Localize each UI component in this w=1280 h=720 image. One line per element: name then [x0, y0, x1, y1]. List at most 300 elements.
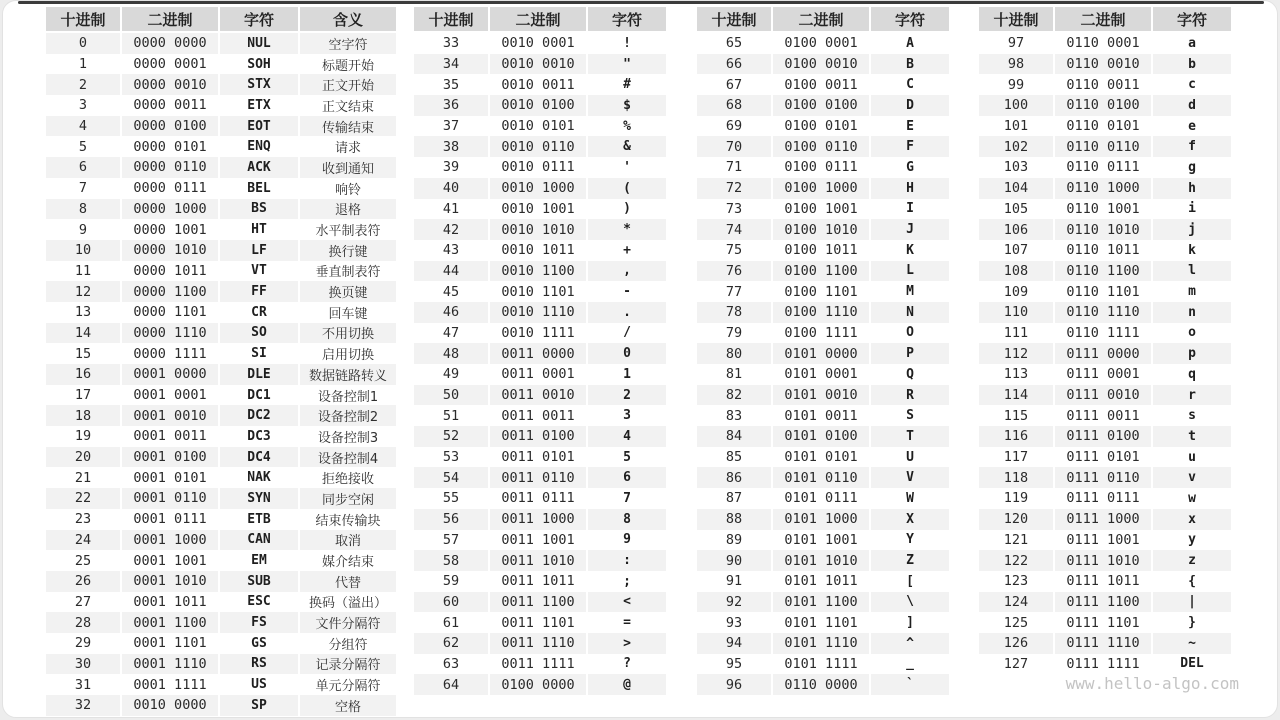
cell-binary: 0110 1111 [1053, 323, 1151, 344]
cell-char: EOT [218, 116, 298, 137]
column-header-char: 字符 [586, 7, 666, 31]
cell-binary: 0101 0000 [771, 343, 869, 364]
cell-binary: 0010 0110 [488, 136, 586, 157]
table-row [979, 509, 1231, 530]
cell-binary: 0111 1001 [1053, 530, 1151, 551]
table-row [697, 488, 949, 509]
table-row [46, 592, 396, 613]
cell-binary: 0101 1011 [771, 571, 869, 592]
cell-decimal: 119 [1003, 490, 1029, 507]
cell-char: DEL [1151, 654, 1231, 675]
cell-char: 5 [586, 447, 666, 468]
cell-char: GS [218, 633, 298, 654]
cell-decimal: 31 [74, 676, 92, 693]
table-row [46, 426, 396, 447]
cell-binary: 0001 0101 [120, 467, 218, 488]
cell-binary: 0011 0101 [488, 447, 586, 468]
table-row [414, 509, 666, 530]
cell-char: ETB [218, 509, 298, 530]
cell-binary: 0010 1000 [488, 178, 586, 199]
cell-binary: 0110 0111 [1053, 157, 1151, 178]
table-row [414, 323, 666, 344]
cell-char: C [869, 74, 949, 95]
cell-decimal: 16 [74, 366, 92, 383]
cell-binary: 0011 0011 [488, 405, 586, 426]
column-header-decimal: 十进制 [979, 7, 1053, 31]
cell-binary: 0101 1110 [771, 633, 869, 654]
cell-binary: 0011 1000 [488, 509, 586, 530]
cell-char: y [1151, 530, 1231, 551]
cell-decimal: 22 [74, 490, 92, 507]
table-row [979, 136, 1231, 157]
cell-decimal: 123 [1003, 573, 1029, 590]
cell-decimal: 27 [74, 593, 92, 610]
cell-meaning: 拒绝接收 [298, 467, 396, 488]
cell-decimal: 41 [442, 200, 460, 217]
cell-binary: 0011 1100 [488, 592, 586, 613]
cell-char: > [586, 633, 666, 654]
cell-decimal: 81 [725, 366, 743, 383]
cell-char: o [1151, 323, 1231, 344]
cell-decimal: 47 [442, 324, 460, 341]
figure-card [2, 0, 1278, 718]
cell-char: { [1151, 571, 1231, 592]
cell-char: I [869, 199, 949, 220]
cell-decimal: 94 [725, 635, 743, 652]
cell-binary: 0100 0000 [488, 674, 586, 695]
cell-char: A [869, 33, 949, 54]
cell-decimal: 91 [725, 573, 743, 590]
cell-meaning: 文件分隔符 [298, 612, 396, 633]
cell-meaning: 换码（溢出） [298, 592, 396, 613]
table-row [979, 405, 1231, 426]
cell-decimal: 11 [74, 262, 92, 279]
cell-char: - [586, 281, 666, 302]
table-row [697, 550, 949, 571]
cell-decimal: 20 [74, 449, 92, 466]
table-row [414, 178, 666, 199]
table-row [979, 219, 1231, 240]
table-row [979, 33, 1231, 54]
cell-char: k [1151, 240, 1231, 261]
cell-char: j [1151, 219, 1231, 240]
cell-char: u [1151, 447, 1231, 468]
cell-decimal: 108 [1003, 262, 1029, 279]
cell-meaning: 结束传输块 [298, 509, 396, 530]
cell-binary: 0101 0010 [771, 385, 869, 406]
cell-binary: 0111 1101 [1053, 612, 1151, 633]
table-row [697, 199, 949, 220]
cell-binary: 0000 1010 [120, 240, 218, 261]
cell-char: NAK [218, 467, 298, 488]
table-row [414, 95, 666, 116]
table-row [979, 385, 1231, 406]
cell-char: } [1151, 612, 1231, 633]
cell-char: " [586, 54, 666, 75]
cell-char: ' [586, 157, 666, 178]
cell-decimal: 1 [78, 56, 88, 73]
cell-meaning: 数据链路转义 [298, 364, 396, 385]
cell-decimal: 3 [78, 97, 88, 114]
cell-binary: 0110 1101 [1053, 281, 1151, 302]
cell-decimal: 34 [442, 56, 460, 73]
cell-decimal: 76 [725, 262, 743, 279]
cell-binary: 0001 1101 [120, 633, 218, 654]
cell-char: DLE [218, 364, 298, 385]
cell-binary: 0010 1011 [488, 240, 586, 261]
column-header-decimal: 十进制 [414, 7, 488, 31]
table-row [697, 54, 949, 75]
cell-decimal: 122 [1003, 552, 1029, 569]
cell-char: ` [869, 674, 949, 695]
cell-binary: 0011 0110 [488, 467, 586, 488]
cell-binary: 0100 0111 [771, 157, 869, 178]
cell-decimal: 120 [1003, 511, 1029, 528]
cell-binary: 0001 1001 [120, 550, 218, 571]
table-row [697, 74, 949, 95]
cell-char: 3 [586, 405, 666, 426]
cell-char: x [1151, 509, 1231, 530]
table-row [697, 571, 949, 592]
cell-meaning: 响铃 [298, 178, 396, 199]
cell-meaning: 标题开始 [298, 54, 396, 75]
cell-decimal: 83 [725, 407, 743, 424]
cell-binary: 0100 1011 [771, 240, 869, 261]
cell-decimal: 2 [78, 76, 88, 93]
cell-char: @ [586, 674, 666, 695]
cell-binary: 0000 0101 [120, 136, 218, 157]
cell-decimal: 110 [1003, 304, 1029, 321]
table-row [46, 240, 396, 261]
cell-binary: 0000 1011 [120, 261, 218, 282]
cell-decimal: 100 [1003, 97, 1029, 114]
cell-binary: 0000 1111 [120, 343, 218, 364]
table-row [46, 54, 396, 75]
cell-decimal: 99 [1007, 76, 1025, 93]
cell-decimal: 4 [78, 118, 88, 135]
cell-decimal: 121 [1003, 531, 1029, 548]
cell-decimal: 44 [442, 262, 460, 279]
cell-binary: 0100 1010 [771, 219, 869, 240]
cell-binary: 0011 1111 [488, 654, 586, 675]
cell-char: DC3 [218, 426, 298, 447]
cell-char: s [1151, 405, 1231, 426]
cell-meaning: 垂直制表符 [298, 261, 396, 282]
column-header-char: 字符 [869, 7, 949, 31]
cell-char: n [1151, 302, 1231, 323]
cell-char: . [586, 302, 666, 323]
table-row [979, 488, 1231, 509]
cell-binary: 0000 0010 [120, 74, 218, 95]
cell-char: c [1151, 74, 1231, 95]
cell-meaning: 退格 [298, 199, 396, 220]
cell-decimal: 114 [1003, 387, 1029, 404]
cell-decimal: 70 [725, 138, 743, 155]
header-row [697, 7, 949, 33]
cell-decimal: 9 [78, 221, 88, 238]
cell-char: p [1151, 343, 1231, 364]
table-row [979, 654, 1231, 675]
cell-meaning: 设备控制3 [298, 426, 396, 447]
cell-char: ^ [869, 633, 949, 654]
cell-char: = [586, 612, 666, 633]
table-row [46, 633, 396, 654]
cell-decimal: 127 [1003, 655, 1029, 672]
column-header-decimal: 十进制 [697, 7, 771, 31]
header-row [414, 7, 666, 33]
cell-decimal: 89 [725, 531, 743, 548]
cell-char: Q [869, 364, 949, 385]
cell-char: STX [218, 74, 298, 95]
cell-binary: 0110 1100 [1053, 261, 1151, 282]
cell-decimal: 19 [74, 428, 92, 445]
cell-decimal: 93 [725, 614, 743, 631]
cell-decimal: 6 [78, 159, 88, 176]
table-row [414, 343, 666, 364]
cell-char: m [1151, 281, 1231, 302]
cell-binary: 0010 1110 [488, 302, 586, 323]
table-row [414, 219, 666, 240]
cell-meaning: 传输结束 [298, 116, 396, 137]
table-row [697, 467, 949, 488]
cell-binary: 0101 1100 [771, 592, 869, 613]
cell-decimal: 57 [442, 531, 460, 548]
table-row [697, 240, 949, 261]
table-row [46, 509, 396, 530]
cell-decimal: 62 [442, 635, 460, 652]
table-row [697, 302, 949, 323]
cell-decimal: 10 [74, 242, 92, 259]
table-row [414, 674, 666, 695]
cell-meaning: 回车键 [298, 302, 396, 323]
cell-binary: 0101 0110 [771, 467, 869, 488]
cell-char: b [1151, 54, 1231, 75]
cell-decimal: 109 [1003, 283, 1029, 300]
table-row [46, 654, 396, 675]
cell-meaning: 设备控制4 [298, 447, 396, 468]
cell-decimal: 117 [1003, 449, 1029, 466]
table-row [697, 178, 949, 199]
table-row [46, 136, 396, 157]
cell-binary: 0100 0011 [771, 74, 869, 95]
cell-binary: 0110 0100 [1053, 95, 1151, 116]
cell-decimal: 66 [725, 56, 743, 73]
cell-meaning: 水平制表符 [298, 219, 396, 240]
cell-char: X [869, 509, 949, 530]
cell-char: B [869, 54, 949, 75]
cell-decimal: 0 [78, 35, 88, 52]
cell-meaning: 正文结束 [298, 95, 396, 116]
table-row [46, 261, 396, 282]
cell-char: Y [869, 530, 949, 551]
cell-binary: 0101 1111 [771, 654, 869, 675]
cell-binary: 0010 1111 [488, 323, 586, 344]
table-row [979, 612, 1231, 633]
table-row [979, 467, 1231, 488]
table-row [697, 654, 949, 675]
ascii-table-punctuation-digits [414, 7, 666, 695]
cell-char: RS [218, 654, 298, 675]
table-row [979, 199, 1231, 220]
cell-decimal: 78 [725, 304, 743, 321]
cell-binary: 0000 1001 [120, 219, 218, 240]
cell-char: V [869, 467, 949, 488]
cell-decimal: 36 [442, 97, 460, 114]
table-row [414, 447, 666, 468]
cell-decimal: 79 [725, 324, 743, 341]
table-row [979, 116, 1231, 137]
cell-binary: 0010 0101 [488, 116, 586, 137]
table-row [46, 530, 396, 551]
cell-char: 0 [586, 343, 666, 364]
cell-meaning: 空格 [298, 695, 396, 716]
table-row [46, 281, 396, 302]
table-row [979, 592, 1231, 613]
cell-decimal: 85 [725, 449, 743, 466]
table-row [46, 550, 396, 571]
table-row [979, 281, 1231, 302]
cell-binary: 0111 1000 [1053, 509, 1151, 530]
cell-binary: 0111 0011 [1053, 405, 1151, 426]
cell-binary: 0010 0011 [488, 74, 586, 95]
cell-meaning: 取消 [298, 530, 396, 551]
cell-decimal: 56 [442, 511, 460, 528]
table-row [697, 426, 949, 447]
table-row [979, 157, 1231, 178]
cell-binary: 0010 0100 [488, 95, 586, 116]
table-row [46, 488, 396, 509]
table-row [979, 343, 1231, 364]
cell-char: BS [218, 199, 298, 220]
cell-binary: 0001 1100 [120, 612, 218, 633]
table-row [46, 178, 396, 199]
cell-binary: 0110 1110 [1053, 302, 1151, 323]
cell-binary: 0101 1101 [771, 612, 869, 633]
cell-binary: 0100 0010 [771, 54, 869, 75]
cell-binary: 0110 0011 [1053, 74, 1151, 95]
cell-binary: 0001 0000 [120, 364, 218, 385]
cell-binary: 0111 1111 [1053, 654, 1151, 675]
cell-binary: 0100 1110 [771, 302, 869, 323]
cell-binary: 0010 0000 [120, 695, 218, 716]
table-row [46, 385, 396, 406]
cell-char: ) [586, 199, 666, 220]
cell-char: US [218, 674, 298, 695]
cell-binary: 0100 0110 [771, 136, 869, 157]
cell-binary: 0010 1010 [488, 219, 586, 240]
cell-binary: 0001 0100 [120, 447, 218, 468]
cell-binary: 0110 0001 [1053, 33, 1151, 54]
cell-char: : [586, 550, 666, 571]
cell-binary: 0010 0010 [488, 54, 586, 75]
cell-binary: 0111 1011 [1053, 571, 1151, 592]
cell-char: SI [218, 343, 298, 364]
cell-decimal: 12 [74, 283, 92, 300]
cell-binary: 0110 1000 [1053, 178, 1151, 199]
table-row [46, 571, 396, 592]
cell-binary: 0110 0110 [1053, 136, 1151, 157]
cell-decimal: 65 [725, 35, 743, 52]
cell-char: \ [869, 592, 949, 613]
table-row [697, 323, 949, 344]
table-row [697, 157, 949, 178]
cell-char: LF [218, 240, 298, 261]
table-row [414, 488, 666, 509]
cell-char: HT [218, 219, 298, 240]
cell-char: 8 [586, 509, 666, 530]
cell-char: Z [869, 550, 949, 571]
cell-decimal: 98 [1007, 56, 1025, 73]
cell-binary: 0011 1101 [488, 612, 586, 633]
cell-binary: 0000 0000 [120, 33, 218, 54]
cell-char: d [1151, 95, 1231, 116]
table-row [979, 178, 1231, 199]
cell-meaning: 不用切换 [298, 323, 396, 344]
cell-decimal: 28 [74, 614, 92, 631]
cell-binary: 0100 1111 [771, 323, 869, 344]
cell-binary: 0010 0111 [488, 157, 586, 178]
cell-char: r [1151, 385, 1231, 406]
table-row [414, 385, 666, 406]
column-header-binary: 二进制 [771, 7, 869, 31]
cell-char: ESC [218, 592, 298, 613]
table-row [414, 199, 666, 220]
table-row [414, 116, 666, 137]
table-row [46, 612, 396, 633]
table-row [414, 530, 666, 551]
cell-char: SUB [218, 571, 298, 592]
cell-decimal: 80 [725, 345, 743, 362]
cell-binary: 0101 0001 [771, 364, 869, 385]
cell-binary: 0011 1110 [488, 633, 586, 654]
cell-char: * [586, 219, 666, 240]
column-header-char: 字符 [1151, 7, 1231, 31]
cell-char: ! [586, 33, 666, 54]
cell-decimal: 116 [1003, 428, 1029, 445]
cell-binary: 0111 0101 [1053, 447, 1151, 468]
cell-char: e [1151, 116, 1231, 137]
table-row [697, 447, 949, 468]
cell-decimal: 45 [442, 283, 460, 300]
table-row [979, 240, 1231, 261]
cell-decimal: 60 [442, 593, 460, 610]
header-row [979, 7, 1231, 33]
table-row [979, 447, 1231, 468]
cell-binary: 0101 0111 [771, 488, 869, 509]
cell-decimal: 126 [1003, 635, 1029, 652]
cell-decimal: 55 [442, 490, 460, 507]
cell-char: i [1151, 199, 1231, 220]
cell-char: FF [218, 281, 298, 302]
cell-meaning: 记录分隔符 [298, 654, 396, 675]
cell-decimal: 75 [725, 242, 743, 259]
table-row [46, 467, 396, 488]
cell-binary: 0110 0000 [771, 674, 869, 695]
table-row [414, 571, 666, 592]
cell-decimal: 64 [442, 676, 460, 693]
cell-char: ENQ [218, 136, 298, 157]
table-row [414, 405, 666, 426]
cell-decimal: 71 [725, 159, 743, 176]
cell-binary: 0011 0000 [488, 343, 586, 364]
cell-decimal: 86 [725, 469, 743, 486]
table-row [697, 116, 949, 137]
cell-char: FS [218, 612, 298, 633]
cell-decimal: 37 [442, 118, 460, 135]
cell-char: w [1151, 488, 1231, 509]
table-row [414, 240, 666, 261]
table-row [697, 261, 949, 282]
